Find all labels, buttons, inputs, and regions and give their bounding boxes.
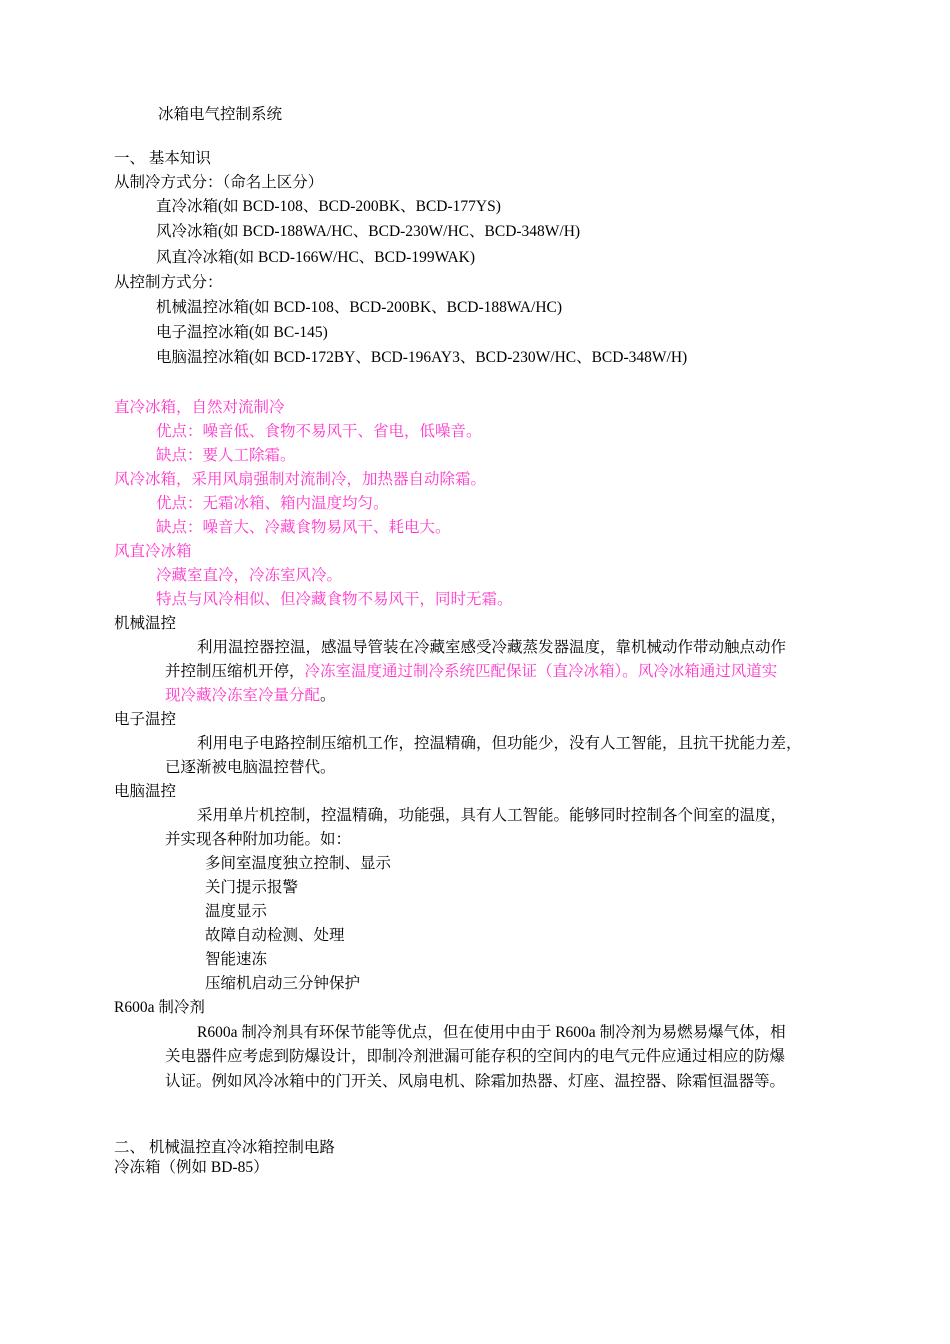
mechanical-text-highlight: 现冷藏冷冻室冷量分配	[165, 687, 321, 704]
hybrid-cool-line: 冷藏室直冷，冷冻室风冷。	[156, 567, 343, 584]
cooling-method-item: 风冷冰箱(如 BCD-188WA/HC、BCD-230W/HC、BCD-348W/H)	[156, 223, 581, 240]
mechanical-text-highlight: 冷冻室温度通过制冷系统匹配保证（直冷冰箱）。风冷冰箱通过风道实	[304, 663, 778, 680]
computer-feature-item: 故障自动检测、处理	[205, 927, 345, 944]
control-method-item: 机械温控冰箱(如 BCD-108、BCD-200BK、BCD-188WA/HC)	[156, 299, 563, 316]
computer-feature-item: 关门提示报警	[205, 879, 299, 896]
computer-paragraph-line: 并实现各种附加功能。如：	[165, 831, 352, 848]
section2-heading: 二、 机械温控直冷冰箱控制电路	[114, 1139, 335, 1156]
mechanical-text-black: 。	[320, 687, 336, 704]
mechanical-title: 机械温控	[114, 615, 177, 632]
mechanical-paragraph-line: 利用温控器控温，感温导管装在冷藏室感受冷藏蒸发器温度，靠机械动作带动触点动作	[197, 639, 787, 656]
computer-feature-item: 温度显示	[205, 903, 268, 920]
cooling-method-label: 从制冷方式分：（命名上区分）	[114, 174, 324, 191]
control-method-item: 电子温控冰箱(如 BC-145)	[156, 324, 328, 341]
air-cool-cons: 缺点：噪音大、冷藏食物易风干、耗电大。	[156, 519, 451, 536]
electronic-paragraph-line: 利用电子电路控制压缩机工作，控温精确，但功能少，没有人工智能，且抗干扰能力差，	[197, 735, 802, 752]
air-cool-title: 风冷冰箱，采用风扇强制对流制冷，加热器自动除霜。	[114, 471, 487, 488]
computer-title: 电脑温控	[114, 783, 177, 800]
computer-feature-item: 压缩机启动三分钟保护	[205, 975, 361, 992]
section2-subheading: 冷冻箱（例如 BD-85）	[114, 1159, 269, 1176]
control-method-item: 电脑温控冰箱(如 BCD-172BY、BCD-196AY3、BCD-230W/HC、BCD-348W/H)	[156, 349, 688, 366]
mechanical-text-black: 并控制压缩机开停，	[165, 663, 305, 680]
cooling-method-item: 风直冷冰箱(如 BCD-166W/HC、BCD-199WAK)	[156, 249, 476, 266]
r600a-paragraph-line: 关电器件应考虑到防爆设计，即制冷剂泄漏可能存积的空间内的电气元件应通过相应的防爆	[165, 1048, 786, 1065]
hybrid-cool-line: 特点与风冷相似、但冷藏食物不易风干，同时无霜。	[156, 591, 513, 608]
direct-cool-cons: 缺点：要人工除霜。	[156, 447, 296, 464]
control-method-label: 从控制方式分：	[114, 274, 223, 291]
section1-heading: 一、 基本知识	[114, 150, 211, 167]
cooling-method-item: 直冷冰箱(如 BCD-108、BCD-200BK、BCD-177YS)	[156, 198, 501, 215]
r600a-paragraph-line: 认证。例如风冷冰箱中的门开关、风扇电机、除霜加热器、灯座、温控器、除霜恒温器等。	[165, 1073, 786, 1090]
computer-paragraph-line: 采用单片机控制，控温精确，功能强，具有人工智能。能够同时控制各个间室的温度，	[197, 807, 787, 824]
electronic-title: 电子温控	[114, 711, 177, 728]
mechanical-paragraph-line	[165, 684, 336, 708]
computer-feature-item: 多间室温度独立控制、显示	[205, 855, 392, 872]
mechanical-paragraph-line	[165, 660, 777, 684]
computer-feature-item: 智能速冻	[205, 951, 268, 968]
direct-cool-title: 直冷冰箱，自然对流制冷	[114, 399, 285, 416]
hybrid-cool-title: 风直冷冰箱	[114, 543, 192, 560]
r600a-title: R600a 制冷剂	[114, 999, 205, 1016]
r600a-paragraph-line: R600a 制冷剂具有环保节能等优点，但在使用中由于 R600a 制冷剂为易燃易爆气体，相	[197, 1024, 786, 1041]
air-cool-pros: 优点：无霜冰箱、箱内温度均匀。	[156, 495, 389, 512]
document-title: 冰箱电气控制系统	[158, 106, 283, 123]
electronic-paragraph-line: 已逐渐被电脑温控替代。	[165, 759, 336, 776]
direct-cool-pros: 优点：噪音低、食物不易风干、省电，低噪音。	[156, 423, 482, 440]
